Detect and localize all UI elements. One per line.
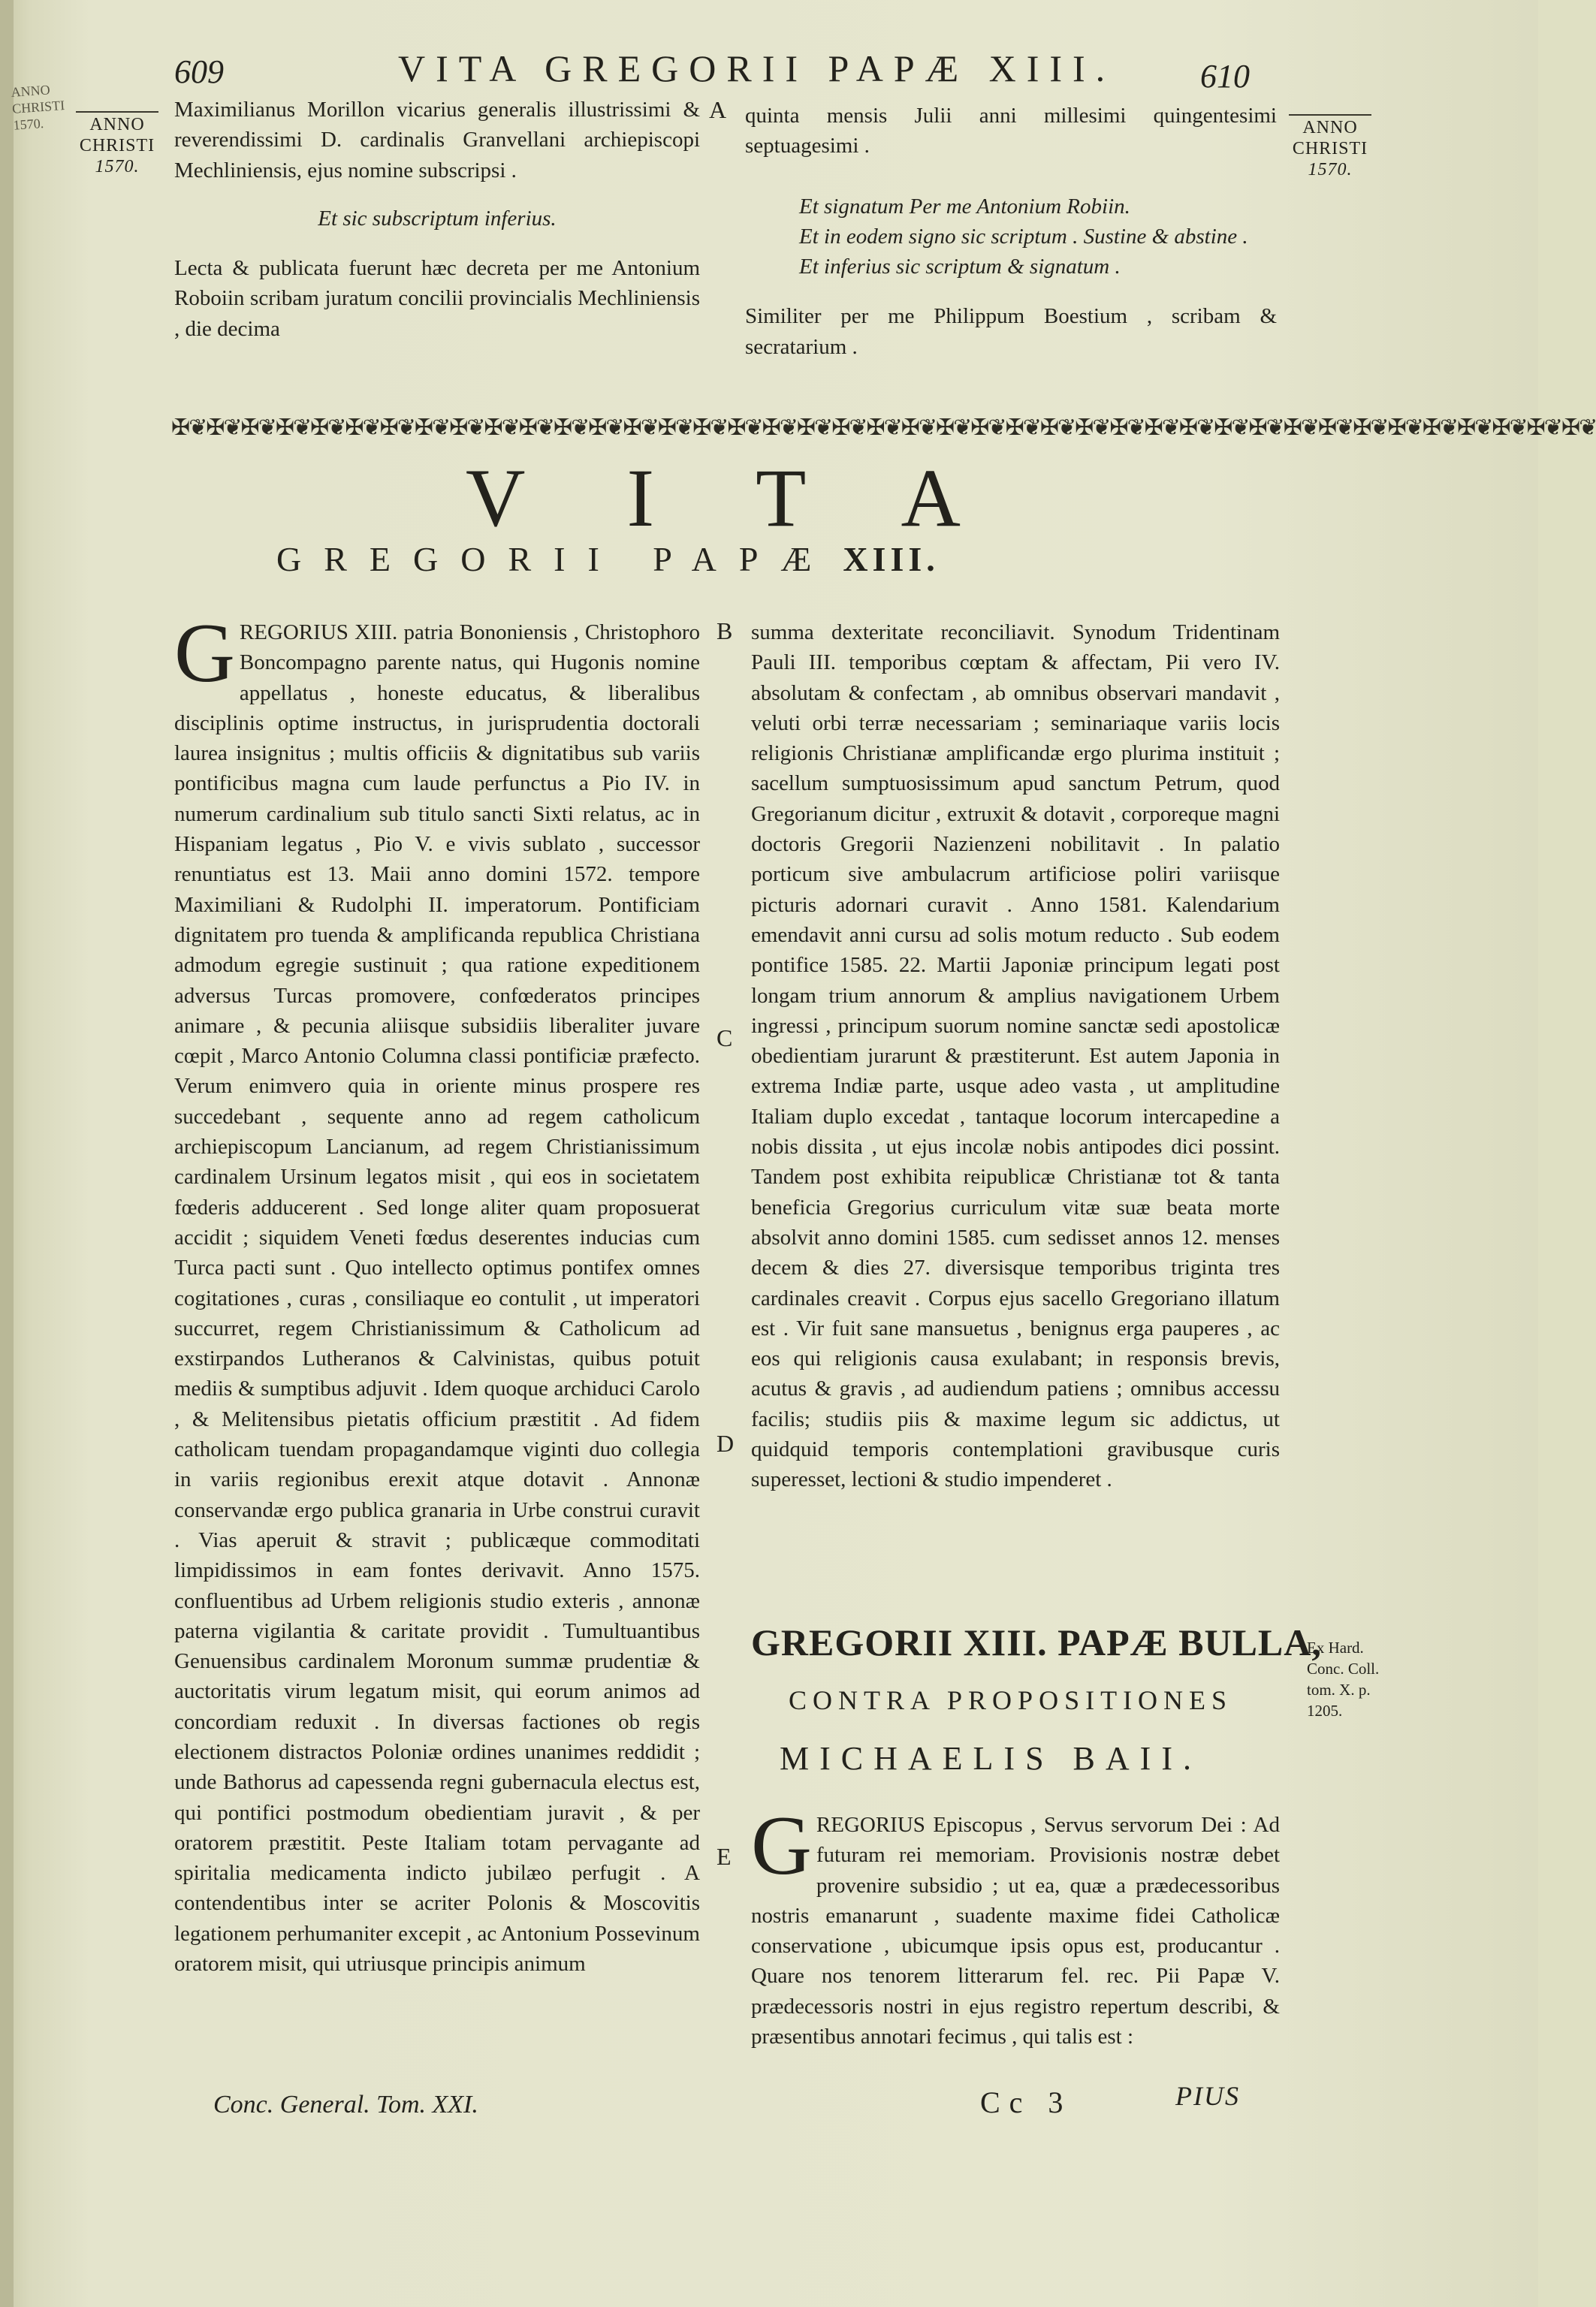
section-letter-b: B (717, 617, 733, 644)
bulla-subtitle-name: MICHAELIS BAII. (780, 1740, 1202, 1777)
top-right-column (745, 101, 1277, 362)
bulla-text: REGORIUS Episcopus , Servus servorum Dei : Ad futuram rei memoriam. Provisionis nostræ debet provenire subsidio ; ut ea, quæ a prædecessoribus nostris emanarunt , suadente maxime fidei Catholicæ conservatione , ubicumque ipsis opus est, producantur . Quare nos tenorem litterarum fel. rec. Pii Papæ V. prædecessoris nostri in ejus registro repertum describi, & præsentibus annotari fecimus , qui talis est : (751, 1813, 1280, 2049)
footer-signature-mark: Cc 3 (980, 2085, 1073, 2119)
main-title: VITA (466, 452, 1062, 544)
running-title: VITA GREGORII PAPÆ XIII. (398, 47, 1116, 89)
margin-anno: ANNO (89, 115, 145, 134)
sub-title-text: GREGORII PAPÆ (276, 540, 834, 578)
margin-rule (1289, 114, 1371, 116)
bulla-dropcap: G (751, 1799, 812, 1892)
bulla-text-column (751, 1799, 1280, 2052)
top-left-paragraph-1: Maximilianus Morillon vicarius generalis illustrissimi & reverendissimi D. cardinalis Granvellani archiepiscopi Mechliniensis, ejus nomine subscripsi . (174, 98, 700, 182)
margin-rule (76, 111, 158, 113)
signed-line-1: Et signatum Per me Antonium Robiin. (799, 194, 1130, 219)
footer-catchword: PIUS (1175, 2081, 1240, 2111)
book-spine (0, 0, 14, 2307)
footer-volume: Conc. General. Tom. XXI. (213, 2091, 478, 2119)
signed-line-3: Et inferius sic scriptum & signatum . (799, 255, 1121, 279)
right-margin-year-note (1281, 113, 1379, 180)
sub-title (276, 539, 940, 579)
margin-year: 1570. (1308, 160, 1353, 179)
top-right-paragraph-1: quinta mensis Julii anni millesimi quingentesimi septuagesimi . (745, 104, 1277, 158)
vita-left-column (174, 607, 700, 1979)
section-letter-c: C (717, 1024, 733, 1051)
vita-right-column (751, 617, 1280, 1495)
bulla-subtitle: CONTRA PROPOSITIONES (789, 1685, 1233, 1715)
margin-christi: CHRISTI (79, 136, 155, 155)
right-page-number: 610 (1200, 58, 1250, 95)
previous-page-margin-fragment: ANNO CHRISTI 1570. (10, 82, 65, 133)
vita-left-text: REGORIUS XIII. patria Bononiensis , Christophoro Boncompagno parente natus, qui Hugonis nomine appellatus , honeste educatus, & liberalibus disciplinis optime instructus, in jurisprudentia doctorali laurea insignitus ; multis officiis & dignitatibus sub variis pontificibus magna cum laude perfunctus a Pio IV. in numerum cardinalium sub titulo sancti Sixti relatus, ac in Hispaniam legatus , Pio V. e vivis sublato , successor renuntiatus est 13. Maii anno domini 1572. tempore Maximiliani & Rudolphi II. imperatorum. Pontificiam dignitatem pro tuenda & amplificanda republica Christiana admodum egregie sustinuit ; qua ratione expeditionem adversus Turcas promovere, confœderatos principes animare , & pecunia aliisque subsidiis liberaliter juvare cœpit , Marco Antonio Columna classi pontificiæ præfecto. Verum enimvero quia in oriente minus prospere res succedebant , sequente anno ad regem catholicum archiepiscopum Lancianum, ad regem Christianissimum cardinalem Ursinum legatos misit , qui eos in societatem fœderis adducerent . Sed longe aliter quam proposuerat accidit ; siquidem Veneti fœdus deserentes inducias cum Turca pacti sunt . Quo intellecto optimus pontifex omnes cogitationes , curas , consiliaque eo contulit , ut imperatori succurret, regem Christianissimum & Catholicum ad exstirpandos Lutheranos & Calvinistas, quibus potuit mediis & sumptibus adjuvit . Idem quoque archiduci Carolo , & Melitensibus pietatis officium præstitit . Ad fidem catholicam tuendam propagandamque viginti duo collegia in variis regionibus erexit atque dotavit . Annonæ conservandæ ergo publica granaria in Urbe construi curavit . Vias aperuit & stravit ; publicæque commoditati limpidissimos in eam fontes derivavit. Anno 1575. confluentibus ad Urbem religionis studio exteris , annonæ paterna vigilantia & caritate providit . Tumultuantibus Genuensibus cardinalem Moronum summæ prudentiæ & auctoritatis virum legatum misit, qui eorum animos ad concordiam reduxit . In diversas factiones ob regis electionem distractos Poloniæ ordines unanimes reddidit ; unde Bathorus ad capessenda regni gubernacula electus est, qui pontifici postmodum obedientiam juravit , & per oratorem præstitit. Peste Italiam totam pervagante ad spiritalia medicamenta indicto jubilæo perfugit . A contendentibus inter se acriter Polonis & Moscovitis legationem perhumaniter excepit , ac Antonium Possevinum oratorem misit, qui utriusque principis animum (174, 620, 700, 1977)
margin-year: 1570. (95, 157, 140, 176)
margin-anno: ANNO (1302, 118, 1358, 137)
vita-dropcap: G (174, 607, 235, 700)
source-margin-note: Ex Hard. Conc. Coll. tom. X. p. 1205. (1307, 1639, 1380, 1720)
subscript-note: Et sic subscriptum inferius. (318, 206, 557, 231)
signed-line-2: Et in eodem signo sic scriptum . Sustine & abstine . (799, 224, 1248, 249)
top-left-column (174, 95, 700, 344)
top-right-paragraph-2: Similiter per me Philippum Boestium , scribam & secratarium . (745, 304, 1277, 359)
top-left-paragraph-2: Lecta & publicata fuerunt hæc decreta per me Antonium Roboiin scribam juratum concilii provincialis Mechliniensis , die decima (174, 256, 700, 341)
section-letter-d: D (717, 1430, 735, 1457)
section-letter-e: E (717, 1843, 732, 1870)
ornamental-divider: ✠❦✠❦✠❦✠❦✠❦✠❦✠❦✠❦✠❦✠❦✠❦✠❦✠❦✠❦✠❦✠❦✠❦✠❦✠❦✠❦✠❦✠❦✠❦✠❦✠❦✠❦✠❦✠❦✠❦✠❦✠❦✠❦✠❦✠❦✠❦✠❦✠❦✠❦✠❦✠❦✠❦ (171, 415, 1596, 440)
sub-title-number: XIII. (843, 540, 940, 578)
left-margin-year-note (72, 110, 162, 177)
section-letter-a: A (709, 96, 727, 123)
bulla-title: GREGORII XIII. PAPÆ BULLA, (751, 1621, 1322, 1663)
margin-christi: CHRISTI (1292, 139, 1368, 158)
vita-right-text: summa dexteritate reconciliavit. Synodum Tridentinam Pauli III. temporibus cœptam & affectam, Pii vero IV. absolutam & confectam , ab omnibus observari mandavit , veluti orbi terræ necessariam ; seminariaque variis locis religionis Christianæ amplificandæ ergo plurima instituit ; sacellum sumptuosissimum apud sanctum Petrum, quod Gregorianum dicitur , extruxit & dotavit , corporeque magni doctoris Gregorii Nazienzeni nobilitavit . In palatio porticum sive ambulacrum artificiose poliri variisque picturis adornari curavit . Anno 1581. Kalendarium emendavit anni cursu ad solis motum reducto . Sub eodem pontifice 1585. 22. Martii Japoniæ principum legati post longam trium annorum & amplius navigationem Urbem ingressi , principum suorum nomine sanctæ sedi apostolicæ obedientiam jurarunt & præstiterunt. Est autem Japonia in extrema Indiæ parte, usque adeo vasta , ut amplitudine Italiam duplo excedat , tantaque locorum intercapedine a nobis dissita , ut ejus incolæ nobis antipodes dici possint. Tandem post exhibita reipublicæ Christianæ tot & tanta beneficia Gregorius curriculum vitæ suæ beata morte absolvit anno domini 1585. cum sedisset annos 12. menses decem & dies 27. diversisque temporibus triginta tres cardinales creavit . Corpus ejus sacello Gregoriano illatum est . Vir fuit sane mansuetus , benignus erga pauperes , ac eos qui religionis causa exulabant; in responsis brevis, acutus & gravis , ad audiendum patiens ; omnibus accessu facilis; studiis piis & maxime legum sic addictus, ut quidquid temporis contemplationi gravibusque curis superesset, lectioni & studio impenderet . (751, 620, 1280, 1492)
left-page-number: 609 (174, 53, 224, 90)
